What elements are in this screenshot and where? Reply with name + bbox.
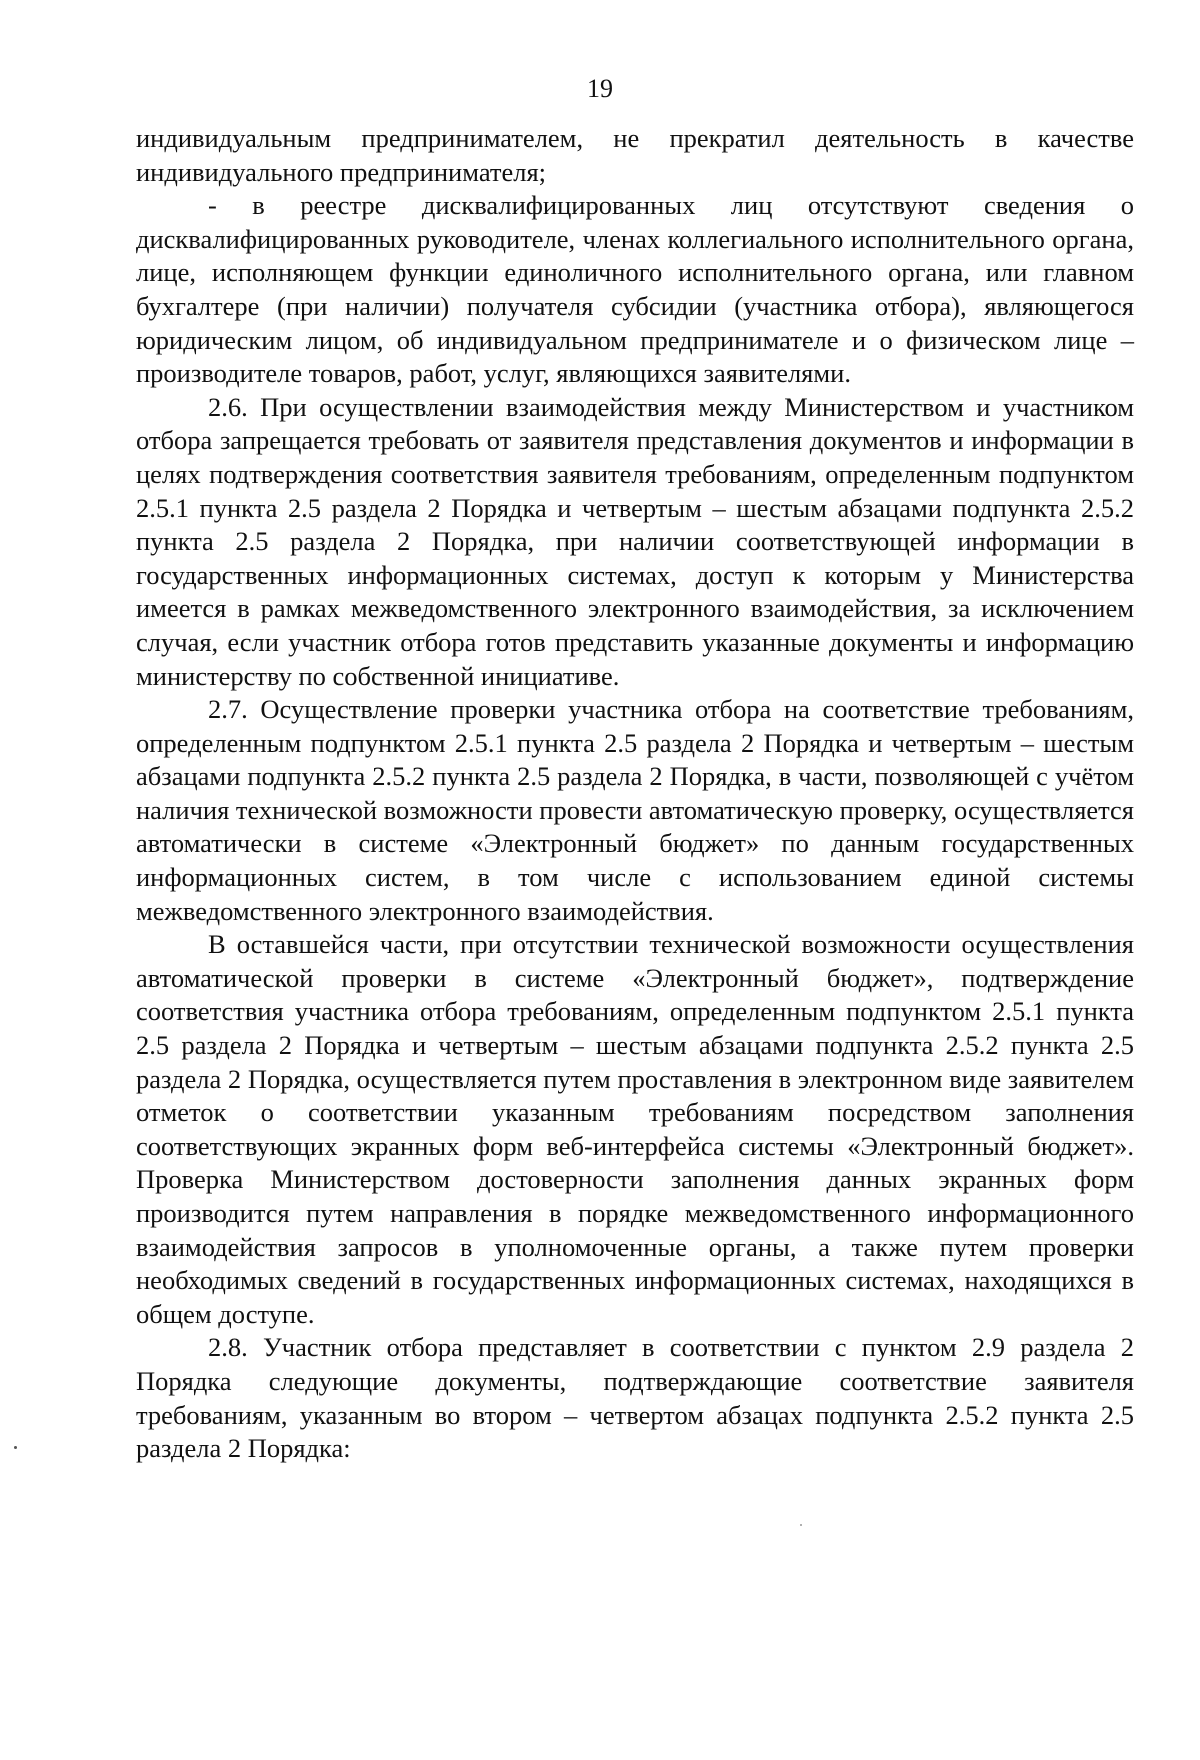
paragraph-2-6: 2.6. При осуществлении взаимодействия между Министерством и участником отбора запрещается требовать от заявителя представления документов и информации в целях подтверждения соответствия заявителя требованиям, определенным подпунктом 2.5.1 пункта 2.5 раздела 2 Порядка и четвертым – шестым абзацами подпункта 2.5.2 пункта 2.5 раздела 2 Порядка, при наличии соответствующей информации в государственных информационных системах, доступ к которым у Министерства имеется в рамках межведомственного электронного взаимодействия, за исключением случая, если участник отбора готов представить указанные документы и информацию министерству по собственной инициативе. bbox=[136, 391, 1134, 691]
paragraph-disqualified-registry: - в реестре дисквалифицированных лиц отсутствуют сведения о дисквалифицированных руководителе, членах коллегиального исполнительного органа, лице, исполняющем функции единоличного исполнительного органа, или главном бухгалтере (при наличии) получателя субсидии (участника отбора), являющегося юридическим лицом, об индивидуальном предпринимателе и о физическом лице – производителе товаров, работ, услуг, являющихся заявителями. bbox=[136, 190, 1134, 389]
scan-speck bbox=[800, 1524, 802, 1526]
paragraph-remaining-part: В оставшейся части, при отсутствии технической возможности осуществления автоматической проверки в системе «Электронный бюджет», подтверждение соответствия участника отбора требованиям, определенным подпунктом 2.5.1 пункта 2.5 раздела 2 Порядка и четвертым – шестым абзацами подпункта 2.5.2 пункта 2.5 раздела 2 Порядка, осуществляется путем проставления в электронном виде заявителем отметок о соответствии указанным требованиям посредством заполнения соответствующих экранных форм веб-интерфейса системы «Электронный бюджет». Проверка Министерством достоверности заполнения данных экранных форм производится путем направления в порядке межведомственного информационного взаимодействия запросов в уполномоченные органы, а также путем проверки необходимых сведений в государственных информационных системах, находящихся в общем доступе. bbox=[136, 929, 1134, 1329]
scan-speck bbox=[14, 1446, 17, 1449]
paragraph-continuation: индивидуальным предпринимателем, не прекратил деятельность в качестве индивидуального предпринимателя; bbox=[136, 123, 1134, 187]
document-body bbox=[136, 122, 1134, 1466]
paragraph-2-7: 2.7. Осуществление проверки участника отбора на соответствие требованиям, определенным подпунктом 2.5.1 пункта 2.5 раздела 2 Порядка и четвертым – шестым абзацами подпункта 2.5.2 пункта 2.5 раздела 2 Порядка, в части, позволяющей с учётом наличия технической возможности провести автоматическую проверку, осуществляется автоматически в системе «Электронный бюджет» по данным государственных информационных систем, в том числе с использованием единой системы межведомственного электронного взаимодействия. bbox=[136, 694, 1134, 926]
page-number: 19 bbox=[587, 74, 613, 103]
paragraph-2-8: 2.8. Участник отбора представляет в соответствии с пунктом 2.9 раздела 2 Порядка следующие документы, подтверждающие соответствие заявителя требованиям, указанным во втором – четвертом абзацах подпункта 2.5.2 пункта 2.5 раздела 2 Порядка: bbox=[136, 1332, 1134, 1464]
